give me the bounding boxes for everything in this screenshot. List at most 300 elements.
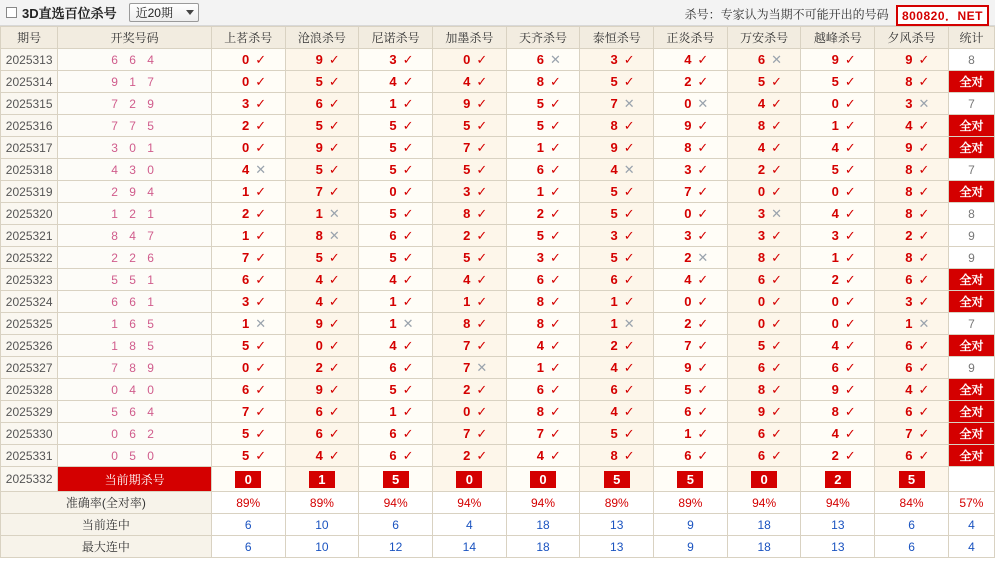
cell-stat: 全对	[948, 401, 994, 423]
cell-period: 2025324	[1, 291, 58, 313]
kill-number-value: 4	[610, 404, 618, 419]
check-icon: ✓	[328, 96, 340, 111]
cell-kill-number	[580, 225, 654, 247]
check-icon: ✓	[844, 448, 856, 463]
cell-open-numbers: 5 6 4	[58, 401, 212, 423]
cell-stat: 全对	[948, 71, 994, 93]
kill-number-value: 3	[684, 228, 692, 243]
cell-current-period: 2025332	[1, 467, 58, 492]
cell-period: 2025326	[1, 335, 58, 357]
cell-kill-number	[727, 269, 801, 291]
cell-kill-number	[654, 423, 728, 445]
check-icon: ✓	[328, 338, 340, 353]
cell-period: 2025315	[1, 93, 58, 115]
cell-period: 2025320	[1, 203, 58, 225]
check-icon: ✓	[771, 228, 783, 243]
column-header-expert-7[interactable]: 正炎杀号	[654, 27, 728, 49]
kill-number-value: 4	[463, 74, 471, 89]
current-kill-value: 0	[530, 471, 556, 488]
cell-stat: 9	[948, 247, 994, 269]
check-icon: ✓	[550, 338, 561, 353]
cell-kill-number	[875, 445, 949, 467]
check-icon: ✓	[697, 404, 709, 419]
check-icon: ✓	[918, 206, 930, 221]
cell-kill-number	[285, 137, 359, 159]
kill-number-value: 1	[831, 250, 839, 265]
cell-kill-number	[727, 49, 801, 71]
cell-kill-number	[506, 49, 580, 71]
kill-number-value: 5	[757, 338, 766, 353]
check-icon: ✓	[697, 206, 709, 221]
cell-kill-number	[211, 159, 285, 181]
kill-number-value: 6	[389, 228, 397, 243]
kill-number-value: 7	[684, 184, 692, 199]
cell-kill-number	[727, 445, 801, 467]
check-icon: ✓	[550, 162, 561, 177]
check-icon: ✓	[255, 52, 267, 67]
cross-icon: ✕	[918, 316, 930, 331]
cell-kill-number	[654, 247, 728, 269]
check-icon: ✓	[918, 118, 930, 133]
check-icon: ✓	[402, 272, 414, 287]
table-row[interactable]	[1, 445, 995, 467]
cell-kill-number	[432, 379, 506, 401]
table-row[interactable]	[1, 247, 995, 269]
check-icon: ✓	[918, 250, 930, 265]
table-row[interactable]	[1, 203, 995, 225]
cell-kill-number	[875, 159, 949, 181]
cell-kill-number	[727, 137, 801, 159]
table-row[interactable]	[1, 71, 995, 93]
kill-number-value: 6	[315, 96, 323, 111]
cell-kill-number	[285, 379, 359, 401]
footer-value: 6	[211, 514, 285, 536]
kill-number-value: 6	[757, 272, 766, 287]
footer-value: 94%	[727, 492, 801, 514]
check-icon: ✓	[255, 118, 267, 133]
cell-kill-number	[359, 71, 433, 93]
check-icon: ✓	[844, 118, 856, 133]
kill-number-value: 4	[831, 426, 839, 441]
kill-number-value: 4	[389, 74, 397, 89]
kill-number-value: 5	[831, 74, 839, 89]
cell-kill-number	[801, 71, 875, 93]
check-icon: ✓	[328, 294, 340, 309]
kill-number-value: 6	[684, 404, 692, 419]
footer-row	[1, 536, 995, 558]
cell-kill-number	[432, 357, 506, 379]
cell-kill-number	[801, 93, 875, 115]
check-icon: ✓	[844, 228, 856, 243]
cell-current-stat	[948, 467, 994, 492]
check-icon: ✓	[255, 74, 267, 89]
column-header-open[interactable]: 开奖号码	[58, 27, 212, 49]
cell-kill-number	[211, 137, 285, 159]
cell-kill-number	[432, 203, 506, 225]
check-icon: ✓	[550, 206, 561, 221]
footer-stat: 57%	[948, 492, 994, 514]
cell-kill-number	[359, 269, 433, 291]
kill-number-value: 5	[389, 140, 397, 155]
column-header-expert-4[interactable]: 加墨杀号	[432, 27, 506, 49]
kill-number-value: 6	[315, 426, 323, 441]
kill-number-value: 4	[536, 338, 545, 353]
table-row[interactable]	[1, 379, 995, 401]
current-period-row[interactable]	[1, 467, 995, 492]
check-icon: ✓	[844, 184, 856, 199]
select-all-checkbox[interactable]	[6, 7, 17, 18]
column-header-period[interactable]: 期号	[1, 27, 58, 49]
check-icon: ✓	[771, 74, 783, 89]
kill-number-value: 6	[905, 404, 913, 419]
kill-number-value: 0	[831, 184, 839, 199]
footer-value: 94%	[801, 492, 875, 514]
cell-kill-number	[580, 93, 654, 115]
cell-kill-number	[580, 71, 654, 93]
kill-number-value: 7	[463, 360, 471, 375]
check-icon: ✓	[402, 338, 414, 353]
column-header-expert-1[interactable]: 上茗杀号	[211, 27, 285, 49]
kill-number-value: 6	[905, 338, 913, 353]
cell-kill-number	[875, 401, 949, 423]
check-icon: ✓	[918, 140, 930, 155]
check-icon: ✓	[402, 382, 414, 397]
footer-value: 13	[801, 514, 875, 536]
cell-open-numbers: 8 4 7	[58, 225, 212, 247]
footer-value: 94%	[506, 492, 580, 514]
check-icon: ✓	[255, 404, 267, 419]
check-icon: ✓	[844, 74, 856, 89]
kill-number-value: 1	[831, 118, 839, 133]
check-icon: ✓	[476, 448, 488, 463]
column-header-expert-3[interactable]: 尼诺杀号	[359, 27, 433, 49]
kill-number-value: 5	[610, 250, 618, 265]
cell-kill-number	[211, 357, 285, 379]
cell-period: 2025316	[1, 115, 58, 137]
table-row[interactable]	[1, 93, 995, 115]
check-icon: ✓	[918, 52, 930, 67]
footer-value: 12	[359, 536, 433, 558]
check-icon: ✓	[255, 184, 267, 199]
cell-current-kill	[285, 467, 359, 492]
check-icon: ✓	[918, 448, 930, 463]
cell-period: 2025313	[1, 49, 58, 71]
cross-icon: ✕	[550, 52, 561, 67]
table-row[interactable]	[1, 115, 995, 137]
check-icon: ✓	[550, 316, 561, 331]
kill-number-value: 4	[684, 272, 692, 287]
cell-stat: 9	[948, 225, 994, 247]
kill-number-value: 7	[905, 426, 913, 441]
cell-period: 2025330	[1, 423, 58, 445]
kill-number-value: 5	[610, 74, 618, 89]
check-icon: ✓	[623, 140, 635, 155]
cell-kill-number	[875, 291, 949, 313]
cell-kill-number	[211, 335, 285, 357]
cell-kill-number	[211, 49, 285, 71]
kill-number-value: 2	[905, 228, 913, 243]
cell-kill-number	[727, 401, 801, 423]
cell-kill-number	[432, 93, 506, 115]
cell-kill-number	[727, 71, 801, 93]
footer-value: 10	[285, 514, 359, 536]
cell-kill-number	[875, 423, 949, 445]
cell-stat: 全对	[948, 335, 994, 357]
kill-number-value: 0	[241, 74, 250, 89]
cell-kill-number	[359, 401, 433, 423]
table-row[interactable]	[1, 137, 995, 159]
cell-kill-number	[211, 291, 285, 313]
footer-value: 89%	[580, 492, 654, 514]
cell-kill-number	[211, 269, 285, 291]
kill-number-value: 9	[315, 140, 323, 155]
check-icon: ✓	[918, 404, 930, 419]
check-icon: ✓	[844, 52, 856, 67]
table-row[interactable]	[1, 313, 995, 335]
footer-value: 4	[432, 514, 506, 536]
cell-kill-number	[285, 159, 359, 181]
cross-icon: ✕	[476, 360, 488, 375]
cell-kill-number	[727, 357, 801, 379]
cell-kill-number	[727, 335, 801, 357]
column-header-expert-6[interactable]: 泰恒杀号	[580, 27, 654, 49]
check-icon: ✓	[844, 272, 856, 287]
kill-number-value: 6	[905, 272, 913, 287]
cell-kill-number	[432, 115, 506, 137]
check-icon: ✓	[550, 184, 561, 199]
footer-value: 89%	[211, 492, 285, 514]
check-icon: ✓	[771, 448, 783, 463]
cell-kill-number	[654, 203, 728, 225]
cell-kill-number	[359, 181, 433, 203]
cell-current-kill	[359, 467, 433, 492]
kill-number-value: 8	[463, 316, 471, 331]
cell-kill-number	[359, 313, 433, 335]
kill-number-value: 1	[389, 294, 397, 309]
cell-open-numbers: 0 6 2	[58, 423, 212, 445]
cell-kill-number	[285, 247, 359, 269]
cell-period: 2025317	[1, 137, 58, 159]
kill-number-value: 9	[463, 96, 471, 111]
cross-icon: ✕	[623, 96, 635, 111]
cell-kill-number	[875, 49, 949, 71]
kill-number-value: 8	[905, 74, 913, 89]
kill-number-value: 0	[463, 404, 471, 419]
table-row[interactable]	[1, 181, 995, 203]
check-icon: ✓	[623, 448, 635, 463]
period-select[interactable]	[129, 3, 199, 22]
column-header-expert-8[interactable]: 万安杀号	[727, 27, 801, 49]
cell-kill-number	[727, 203, 801, 225]
check-icon: ✓	[402, 74, 414, 89]
cell-kill-number	[727, 225, 801, 247]
check-icon: ✓	[255, 426, 267, 441]
column-header-expert-9[interactable]: 越峰杀号	[801, 27, 875, 49]
kill-number-value: 6	[241, 382, 250, 397]
check-icon: ✓	[844, 382, 856, 397]
period-select-value: 近20期	[135, 6, 173, 20]
check-icon: ✓	[402, 140, 414, 155]
cell-stat: 9	[948, 357, 994, 379]
cell-kill-number	[580, 181, 654, 203]
kill-number-value: 9	[610, 140, 618, 155]
kill-number-value: 5	[241, 426, 250, 441]
kill-number-value: 6	[610, 272, 618, 287]
cell-kill-number	[801, 291, 875, 313]
check-icon: ✓	[623, 206, 635, 221]
cell-kill-number	[580, 203, 654, 225]
cell-stat: 全对	[948, 115, 994, 137]
cross-icon: ✕	[697, 250, 709, 265]
column-header-stat[interactable]: 统计	[948, 27, 994, 49]
kill-number-value: 1	[241, 184, 250, 199]
site-badge: 800820．NET	[896, 5, 989, 26]
check-icon: ✓	[771, 404, 783, 419]
cell-kill-number	[580, 401, 654, 423]
cell-kill-number	[211, 401, 285, 423]
cell-kill-number	[801, 49, 875, 71]
cell-open-numbers: 7 8 9	[58, 357, 212, 379]
table-row[interactable]	[1, 357, 995, 379]
cell-kill-number	[580, 49, 654, 71]
check-icon: ✓	[623, 272, 635, 287]
check-icon: ✓	[255, 448, 267, 463]
kill-number-value: 3	[905, 294, 913, 309]
table-row[interactable]	[1, 423, 995, 445]
kill-number-value: 6	[757, 52, 766, 67]
kill-number-value: 2	[684, 74, 692, 89]
check-icon: ✓	[697, 74, 709, 89]
check-icon: ✓	[255, 206, 267, 221]
cell-kill-number	[432, 335, 506, 357]
table-row[interactable]	[1, 291, 995, 313]
cell-kill-number	[359, 357, 433, 379]
kill-number-value: 4	[463, 272, 471, 287]
cell-kill-number	[654, 291, 728, 313]
cell-kill-number	[506, 71, 580, 93]
kill-number-value: 6	[389, 360, 397, 375]
kill-number-value: 4	[536, 448, 545, 463]
table-row[interactable]	[1, 401, 995, 423]
table-row[interactable]	[1, 225, 995, 247]
kill-number-value: 6	[684, 448, 692, 463]
table-row[interactable]	[1, 335, 995, 357]
cell-current-kill	[211, 467, 285, 492]
check-icon: ✓	[476, 162, 488, 177]
kill-number-value: 4	[241, 162, 250, 177]
check-icon: ✓	[771, 140, 783, 155]
kill-number-value: 8	[757, 382, 766, 397]
check-icon: ✓	[918, 162, 930, 177]
cell-stat: 8	[948, 49, 994, 71]
check-icon: ✓	[402, 184, 414, 199]
check-icon: ✓	[328, 404, 340, 419]
cell-kill-number	[211, 93, 285, 115]
kill-number-value: 6	[536, 382, 545, 397]
kill-number-value: 4	[905, 118, 913, 133]
check-icon: ✓	[844, 426, 856, 441]
check-icon: ✓	[771, 272, 783, 287]
kill-number-value: 6	[389, 426, 397, 441]
cell-current-kill	[654, 467, 728, 492]
cell-current-kill	[506, 467, 580, 492]
cell-kill-number	[285, 423, 359, 445]
kill-number-value: 8	[463, 206, 471, 221]
cell-kill-number	[875, 137, 949, 159]
table-row[interactable]	[1, 49, 995, 71]
table-row[interactable]	[1, 159, 995, 181]
kill-number-value: 2	[315, 360, 323, 375]
kill-number-value: 8	[905, 250, 913, 265]
cell-kill-number	[432, 423, 506, 445]
cell-kill-number	[801, 269, 875, 291]
kill-number-value: 0	[241, 52, 250, 67]
cell-open-numbers: 7 2 9	[58, 93, 212, 115]
cell-kill-number	[801, 357, 875, 379]
check-icon: ✓	[550, 404, 561, 419]
check-icon: ✓	[328, 426, 340, 441]
kill-number-value: 4	[684, 52, 692, 67]
current-kill-value: 5	[677, 471, 703, 488]
cell-kill-number	[580, 291, 654, 313]
check-icon: ✓	[623, 404, 635, 419]
check-icon: ✓	[550, 294, 561, 309]
kill-number-value: 4	[315, 448, 323, 463]
footer-value: 18	[727, 536, 801, 558]
kill-number-value: 5	[536, 96, 545, 111]
kill-number-value: 0	[463, 52, 471, 67]
cell-kill-number	[727, 93, 801, 115]
cell-kill-number	[727, 291, 801, 313]
cell-kill-number	[359, 203, 433, 225]
footer-label: 最大连中	[1, 536, 212, 558]
kill-number-value: 5	[684, 382, 692, 397]
cell-kill-number	[506, 423, 580, 445]
kill-number-value: 0	[241, 140, 250, 155]
cell-period: 2025331	[1, 445, 58, 467]
footer-value: 18	[506, 514, 580, 536]
footer-value: 18	[727, 514, 801, 536]
cell-kill-number	[211, 71, 285, 93]
column-header-expert-10[interactable]: 夕风杀号	[875, 27, 949, 49]
cell-kill-number	[580, 115, 654, 137]
footer-value: 13	[801, 536, 875, 558]
check-icon: ✓	[328, 74, 340, 89]
footer-value: 6	[875, 514, 949, 536]
kill-number-value: 5	[610, 184, 618, 199]
cell-kill-number	[727, 423, 801, 445]
cell-kill-number	[654, 401, 728, 423]
footer-value: 13	[580, 514, 654, 536]
cell-open-numbers: 5 5 1	[58, 269, 212, 291]
check-icon: ✓	[697, 338, 709, 353]
kill-number-value: 8	[905, 162, 913, 177]
kill-number-value: 5	[241, 448, 250, 463]
column-header-expert-5[interactable]: 天齐杀号	[506, 27, 580, 49]
cell-kill-number	[506, 445, 580, 467]
kill-number-value: 8	[757, 250, 766, 265]
check-icon: ✓	[550, 74, 561, 89]
cell-stat: 全对	[948, 181, 994, 203]
check-icon: ✓	[328, 382, 340, 397]
table-row[interactable]	[1, 269, 995, 291]
cell-kill-number	[211, 313, 285, 335]
cell-kill-number	[211, 115, 285, 137]
cross-icon: ✕	[623, 162, 635, 177]
cross-icon: ✕	[771, 206, 783, 221]
column-header-expert-2[interactable]: 沧浪杀号	[285, 27, 359, 49]
cell-kill-number	[801, 335, 875, 357]
